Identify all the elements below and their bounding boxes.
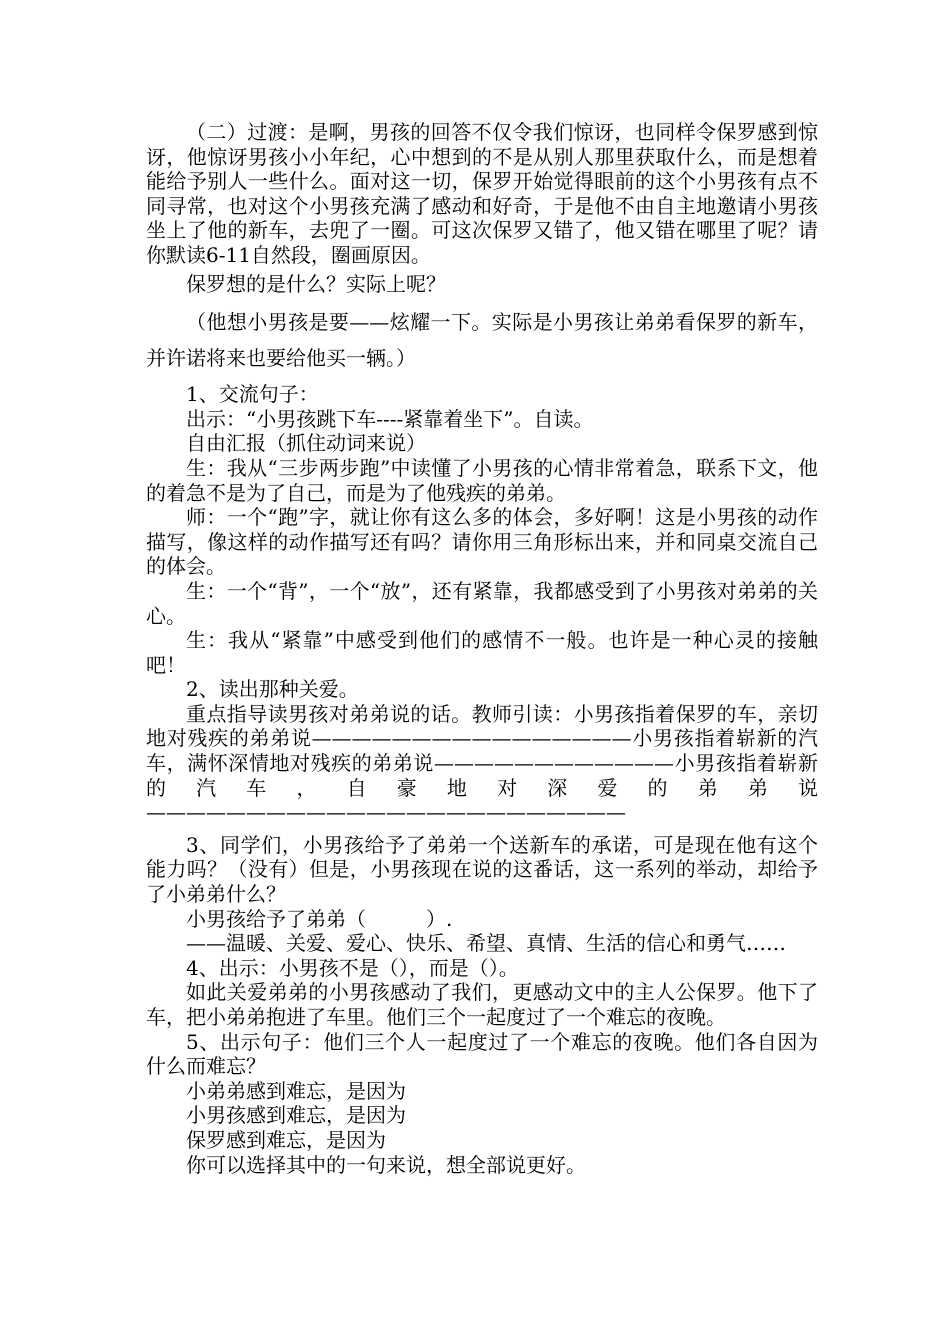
paragraph-step-1: 1、交流句子： bbox=[186, 382, 319, 407]
paragraph-step-4: 4、出示：小男孩不是（），而是（）。 bbox=[186, 955, 519, 980]
paragraph-reason-boy: 小男孩感到难忘，是因为 bbox=[186, 1103, 406, 1128]
paragraph-answers-list: ——温暖、关爱、爱心、快乐、希望、真情、生活的信心和勇气…… bbox=[186, 931, 786, 956]
paragraph-reason-paul: 保罗感到难忘，是因为 bbox=[186, 1127, 386, 1152]
paragraph-closing: 你可以选择其中的一句来说，想全部说更好。 bbox=[186, 1152, 586, 1177]
paragraph-reason-brother: 小弟弟感到难忘，是因为 bbox=[186, 1078, 406, 1103]
paragraph-moved: 如此关爱弟弟的小男孩感动了我们，更感动文中的主人公保罗。他下了车，把小弟弟抱进了车里。他们三个一起度过了一个难忘的夜晚。 bbox=[146, 980, 818, 1029]
paragraph-fill-blank: 小男孩给予了弟弟（ ）. bbox=[186, 906, 453, 931]
paragraph-free-report: 自由汇报（抓住动词来说） bbox=[186, 431, 426, 456]
paragraph-student-2: 生：一个“背”，一个“放”，还有紧靠，我都感受到了小男孩对弟弟的关心。 bbox=[146, 578, 818, 628]
paragraph-step-2: 2、读出那种关爱。 bbox=[186, 677, 359, 702]
paragraph-step-3: 3、同学们，小男孩给予了弟弟一个送新车的承诺，可是现在他有这个能力吗？（没有）但是，小男孩现在说的这番话，这一系列的举动，却给予了小弟弟什么？ bbox=[146, 832, 818, 907]
paragraph-show-sentence: 出示：“小男孩跳下车----紧靠着坐下”。自读。 bbox=[186, 406, 594, 431]
paragraph-question: 保罗想的是什么？实际上呢？ bbox=[186, 271, 446, 296]
paragraph-answer: （他想小男孩是要——炫耀一下。实际是小男孩让弟弟看保罗的新车，并许诺将来也要给他买一辆。） bbox=[146, 310, 818, 371]
paragraph-transition: （二）过渡：是啊，男孩的回答不仅令我们惊讶，也同样令保罗感到惊讶，他惊讶男孩小小年纪，心中想到的不是从别人那里获取什么，而是想着能给予别人一些什么。面对这一切，保罗开始觉得眼前的这个小男孩有点不同寻常，也对这个小男孩充满了感动和好奇，于是他不由自主地邀请小男孩坐上了他的新车，去兜了一圈。可这次保罗又错了，他又错在哪里了呢？请你默读6-11自然段，圈画原因。 bbox=[146, 120, 818, 267]
paragraph-student-1: 生：我从“三步两步跑”中读懂了小男孩的心情非常着急，联系下文，他的着急不是为了自己，而是为了他残疾的弟弟。 bbox=[146, 455, 818, 505]
paragraph-guided-reading: 重点指导读男孩对弟弟说的话。教师引读：小男孩指着保罗的车，亲切地对残疾的弟弟说————————————————小男孩指着崭新的汽车，满怀深情地对残疾的弟弟说————————————小男孩指着崭新的汽车，自豪地对深爱的弟弟说———————————————————————— bbox=[146, 701, 818, 825]
paragraph-step-5: 5、出示句子：他们三个人一起度过了一个难忘的夜晚。他们各自因为什么而难忘？ bbox=[146, 1029, 818, 1079]
document-body bbox=[146, 120, 818, 1177]
paragraph-teacher: 师：一个“跑”字，就让你有这么多的体会，多好啊！这是小男孩的动作描写，像这样的动作描写还有吗？请你用三角形标出来，并和同桌交流自己的体会。 bbox=[146, 505, 818, 579]
paragraph-student-3: 生：我从“紧靠”中感受到他们的感情不一般。也许是一种心灵的接触吧！ bbox=[146, 628, 818, 677]
